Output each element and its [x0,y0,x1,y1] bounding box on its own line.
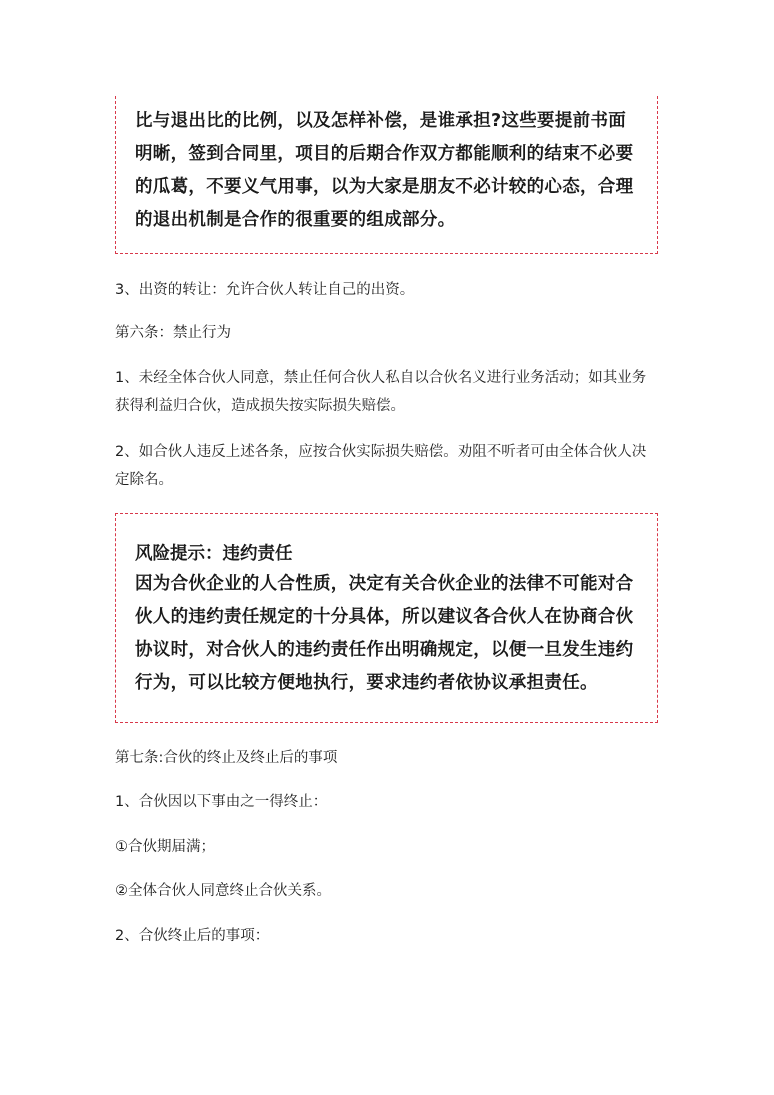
clause-paragraph: 1、未经全体合伙人同意，禁止任何合伙人私自以合伙名义进行业务活动；如其业务获得利益归合伙，造成损失按实际损失赔偿。 [115,370,647,414]
clause-paragraph: 1、合伙因以下事由之一得终止： [115,794,328,810]
risk-note-box [115,513,658,723]
clause-item: ②全体合伙人同意终止合伙关系。 [115,883,331,899]
clause-item: ①合伙期届满； [115,839,215,855]
clause-paragraph: 2、合伙终止后的事项： [115,928,270,944]
risk-note-box-continued [115,96,658,254]
risk-note-text: 因为合伙企业的人合性质，决定有关合伙企业的法律不可能对合伙人的违约责任规定的十分具体，所以建议各合伙人在协商合伙协议时，对合伙人的违约责任作出明确规定，以便一旦发生违约行为，可以比较方便地执行，要求违约者依协议承担责任。 [135,574,634,693]
risk-note-title: 风险提示：违约责任 [135,544,293,564]
article-heading: 第六条：禁止行为 [115,325,231,341]
clause-paragraph: 3、出资的转让：允许合伙人转让自己的出资。 [115,282,415,298]
article-heading: 第七条:合伙的终止及终止后的事项 [115,750,338,766]
clause-paragraph: 2、如合伙人违反上述各条，应按合伙实际损失赔偿。劝阻不听者可由全体合伙人决定除名。 [115,444,647,488]
risk-note-text: 比与退出比的比例，以及怎样补偿，是谁承担?这些要提前书面明晰，签到合同里，项目的后期合作双方都能顺利的结束不必要的瓜葛，不要义气用事，以为大家是朋友不必计较的心态，合理的退出机制是合作的很重要的组成部分。 [135,111,634,230]
